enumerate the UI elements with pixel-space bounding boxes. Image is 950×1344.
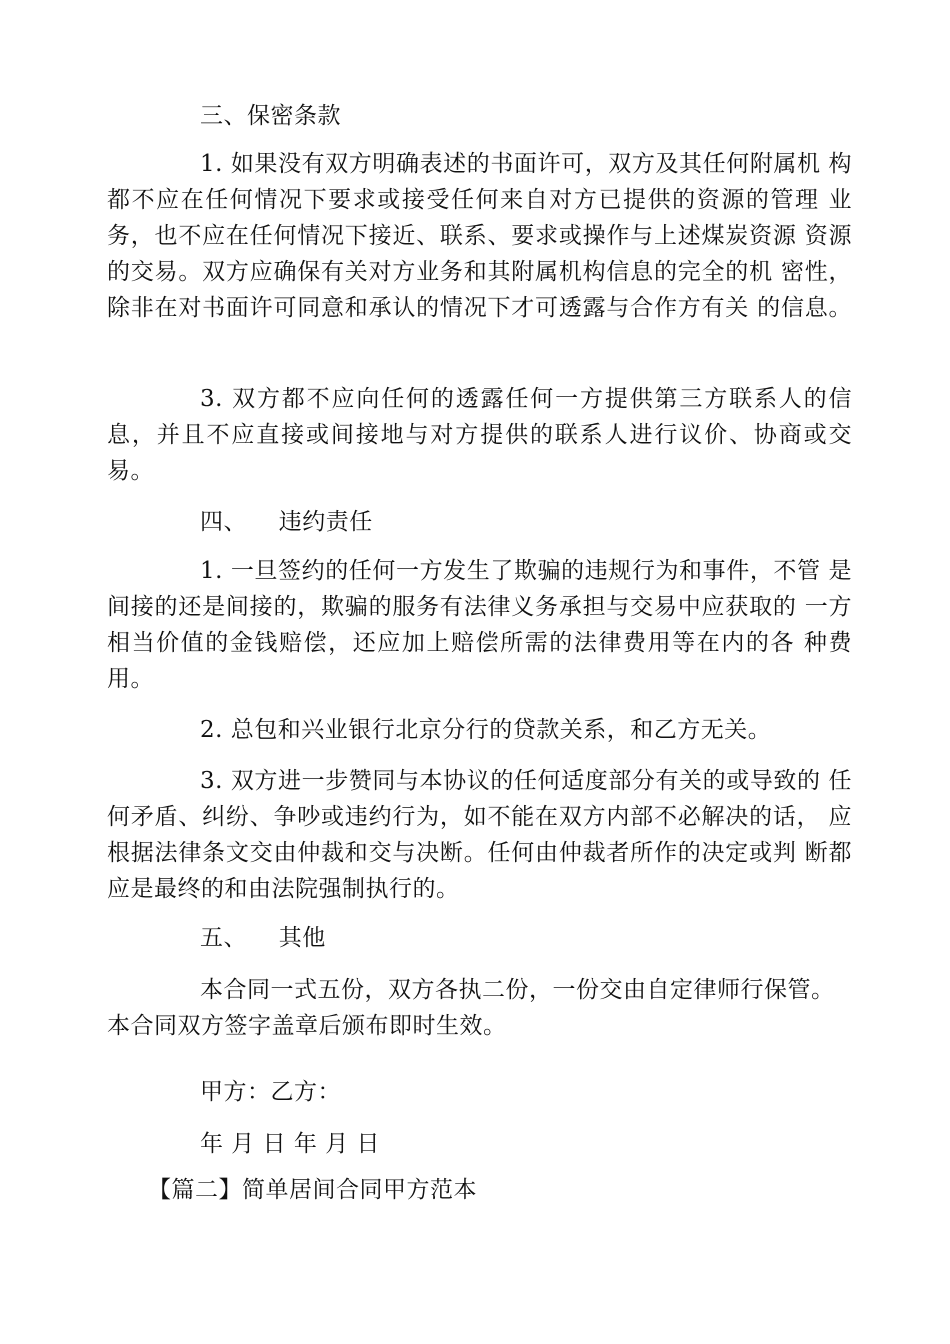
section-4-clause-3-line-1: 3. 双方进一步赞同与本协议的任何适度部分有关的或导致的 任 — [200, 768, 852, 794]
next-chapter-title: 【篇二】简单居间合同甲方范本 — [148, 1177, 477, 1203]
section-5-body-line-1: 本合同一式五份，双方各执二份，一份交由自定律师行保管。 — [200, 977, 835, 1003]
section-3-heading: 三、保密条款 — [200, 103, 341, 129]
signature-parties: 甲方：乙方： — [200, 1079, 341, 1105]
section-4-clause-1-line-1: 1. 一旦签约的任何一方发生了欺骗的违规行为和事件，不管 是 — [200, 558, 852, 584]
section-3-clause-3-line-1: 3. 双方都不应向任何的透露任何一方提供第三方联系人的信 — [200, 386, 852, 412]
section-3-clause-1-line-5: 除非在对书面许可同意和承认的情况下才可透露与合作方有关 的信息。 — [107, 295, 852, 321]
section-5-body-line-2: 本合同双方签字盖章后颁布即时生效。 — [107, 1013, 507, 1039]
section-3-clause-1-line-1: 1. 如果没有双方明确表述的书面许可，双方及其任何附属机 构 — [200, 151, 852, 177]
section-3-clause-1-line-2: 都不应在任何情况下要求或接受任何来自对方已提供的资源的管理 业 — [107, 187, 852, 213]
section-3-clause-3-line-3: 易。 — [107, 458, 154, 484]
section-4-clause-1-line-2: 间接的还是间接的，欺骗的服务有法律义务承担与交易中应获取的 一方 — [107, 594, 852, 620]
section-4-clause-3-line-3: 根据法律条文交由仲裁和交与决断。任何由仲裁者所作的决定或判 断都 — [107, 840, 852, 866]
section-3-clause-1-line-3: 务，也不应在任何情况下接近、联系、要求或操作与上述煤炭资源 资源 — [107, 223, 852, 249]
section-4-heading: 四、 违约责任 — [200, 509, 373, 535]
section-4-clause-3-line-4: 应是最终的和由法院强制执行的。 — [107, 876, 460, 902]
section-3-clause-1-line-4: 的交易。双方应确保有关对方业务和其附属机构信息的完全的机 密性， — [107, 259, 852, 285]
section-4-clause-1-line-4: 用。 — [107, 666, 154, 692]
section-4-clause-1-line-3: 相当价值的金钱赔偿，还应加上赔偿所需的法律费用等在内的各 种费 — [107, 630, 852, 656]
section-4-clause-2: 2. 总包和兴业银行北京分行的贷款关系，和乙方无关。 — [200, 717, 772, 743]
section-5-heading: 五、 其他 — [200, 925, 326, 951]
section-4-clause-3-line-2: 何矛盾、纠纷、争吵或违约行为，如不能在双方内部不必解决的话， 应 — [107, 804, 852, 830]
signature-dates: 年 月 日 年 月 日 — [200, 1131, 381, 1157]
section-3-clause-3-line-2: 息，并且不应直接或间接地与对方提供的联系人进行议价、协商或交 — [107, 422, 852, 448]
